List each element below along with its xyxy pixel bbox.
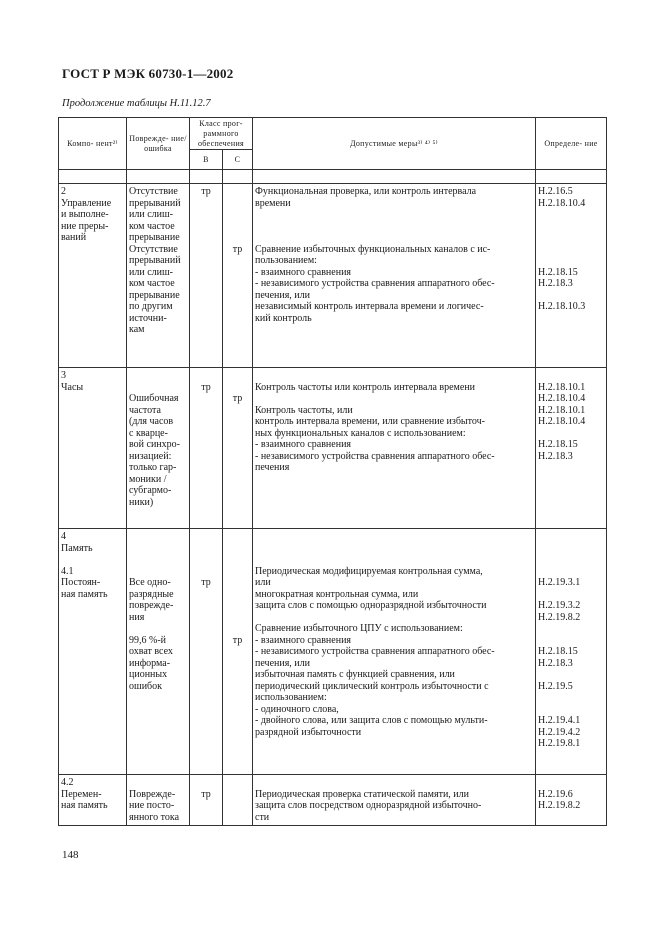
definition-line: H.2.18.10.1	[538, 381, 586, 393]
definition-line: H.2.19.8.2	[538, 611, 581, 623]
measures-line: пользованием:	[255, 255, 317, 266]
component-line: 3	[61, 370, 66, 381]
definition-line: H.2.18.3	[538, 657, 573, 669]
fault-line: ние посто-	[129, 800, 175, 811]
definition-line	[538, 370, 604, 382]
measures-table	[58, 117, 607, 826]
component-line: и выполне-	[61, 209, 109, 220]
measures-line: ных функциональных каналов с использованием:	[255, 427, 466, 439]
class-c-line	[225, 623, 250, 635]
measures-line: печения, или	[255, 289, 311, 301]
cell-class-c	[223, 184, 253, 368]
fault-line	[129, 777, 187, 789]
cell-class-b	[190, 775, 223, 826]
class-b-line	[192, 531, 220, 543]
component-line: 4.1	[61, 565, 74, 577]
component-line: Память	[61, 542, 93, 554]
cell-fault	[127, 368, 190, 529]
measures-line: многократная контрольная сумма, или	[255, 588, 419, 600]
cell-class-c	[223, 775, 253, 826]
measures-line: независимый контроль интервала времени и логичес-	[255, 301, 484, 312]
fault-line: или слиш-	[129, 209, 174, 220]
measures-line: - взаимного сравнения	[255, 266, 352, 278]
fault-line: разрядные	[129, 588, 174, 600]
fault-line: ния	[129, 611, 145, 623]
definition-line	[538, 704, 604, 716]
definition-line: H.2.18.10.1	[538, 404, 586, 416]
measures-line: защита слов посредством одноразрядной избыточно-	[255, 800, 482, 811]
definition-line	[538, 589, 604, 601]
definition-line: H.2.18.10.4	[538, 197, 586, 209]
measures-line: периодический циклический контроль избыточности с	[255, 680, 489, 692]
measures-line: контроль интервала времени, или сравнение избыточ-	[255, 416, 485, 427]
definition-line: H.2.19.4.1	[538, 715, 581, 726]
cell-component	[59, 529, 127, 775]
table-row	[59, 775, 607, 826]
fault-line: источни-	[129, 312, 167, 324]
definition-line	[538, 428, 604, 440]
class-c-line	[225, 209, 250, 221]
measures-line: - взаимного сравнения	[255, 634, 352, 646]
component-line: Управление	[61, 197, 112, 209]
cell-fault	[127, 775, 190, 826]
measures-line: - взаимного сравнения	[255, 439, 352, 450]
definition-line: H.2.19.5	[538, 680, 573, 692]
component-line: ная память	[61, 588, 108, 600]
definition-line	[538, 777, 604, 789]
definition-line: H.2.18.15	[538, 266, 578, 278]
class-c-line: тр	[232, 243, 243, 255]
measures-line	[255, 543, 533, 555]
component-line: Часы	[61, 381, 84, 393]
measures-line: Контроль частоты, или	[255, 404, 353, 416]
component-line: 4	[61, 531, 66, 542]
fault-line: моники /	[129, 473, 167, 485]
cell-measures	[253, 529, 536, 775]
definition-line: H.2.19.8.2	[538, 800, 581, 811]
class-b-line: тр	[201, 577, 211, 588]
cell-class-c	[223, 529, 253, 775]
header-fault: Поврежде- ние/ошибка	[127, 118, 190, 170]
class-b-line: тр	[201, 186, 211, 197]
fault-line: вой синхро-	[129, 439, 180, 450]
definition-line	[538, 531, 604, 543]
measures-line: печения	[255, 462, 290, 473]
class-c-line	[225, 543, 250, 555]
measures-line	[255, 370, 533, 382]
document-title: ГОСТ Р МЭК 60730-1—2002	[62, 66, 234, 81]
component-line: ние преры-	[61, 220, 109, 232]
class-c-line	[225, 566, 250, 578]
measures-line	[255, 554, 533, 566]
definition-line	[538, 669, 604, 681]
header-class-b: B	[190, 150, 223, 170]
cell-definition	[536, 529, 607, 775]
cell-class-c	[223, 368, 253, 529]
definition-line: H.2.18.10.3	[538, 301, 586, 312]
fault-line: Ошибочная	[129, 393, 179, 404]
fault-line: прерываний	[129, 197, 181, 209]
fault-line: поврежде-	[129, 600, 174, 611]
definition-line	[538, 566, 604, 578]
definition-line	[538, 255, 604, 267]
fault-line: ошибок	[129, 680, 162, 692]
component-line: ваний	[61, 232, 87, 243]
table-body	[59, 170, 607, 826]
measures-line: защита слов с помощью одноразрядной избыточности	[255, 600, 487, 611]
fault-line: кам	[129, 324, 145, 335]
fault-line: прерывание	[129, 232, 180, 243]
definition-line	[538, 221, 604, 233]
measures-line: времени	[255, 197, 291, 209]
measures-line: или	[255, 577, 271, 588]
class-b-line	[192, 543, 220, 555]
definition-line: H.2.18.10.4	[538, 393, 586, 404]
definition-line: H.2.18.3	[538, 450, 573, 462]
header-class-c: C	[223, 150, 253, 170]
class-c-line	[225, 612, 250, 624]
fault-line	[129, 623, 187, 635]
fault-line: или слиш-	[129, 266, 174, 278]
fault-line: прерывание	[129, 289, 180, 301]
header-definition: Определе- ние	[536, 118, 607, 170]
fault-line: частота	[129, 404, 161, 416]
definition-line: H.2.19.8.1	[538, 738, 581, 749]
fault-line: Отсутствие	[129, 243, 178, 255]
definition-line	[538, 623, 604, 635]
component-line: Постоян-	[61, 577, 101, 588]
header-component: Компо- нент²⁾	[59, 118, 127, 170]
class-c-line: тр	[232, 393, 243, 404]
measures-line: печения, или	[255, 657, 311, 669]
class-c-line	[225, 221, 250, 233]
definition-line: H.2.18.10.4	[538, 416, 586, 427]
class-b-line: тр	[201, 381, 211, 393]
measures-line	[255, 209, 533, 221]
definition-line	[538, 232, 604, 244]
measures-line: использованием:	[255, 692, 327, 703]
class-c-line	[225, 577, 250, 589]
fault-line: с кварце-	[129, 427, 168, 439]
definition-line: H.2.18.15	[538, 646, 578, 657]
definition-line: H.2.16.5	[538, 186, 573, 197]
class-c-line	[225, 198, 250, 210]
component-line: ная память	[61, 800, 108, 811]
measures-line: - одиночного слова,	[255, 703, 339, 715]
class-c-line	[225, 382, 250, 394]
fault-line: (для часов	[129, 416, 174, 427]
cell-component	[59, 184, 127, 368]
fault-line: ционных	[129, 669, 168, 680]
measures-line: сти	[255, 811, 270, 823]
definition-line: H.2.19.4.2	[538, 726, 581, 738]
definition-line: H.2.18.3	[538, 278, 573, 289]
cell-class-b	[190, 529, 223, 775]
measures-line: разрядной избыточности	[255, 726, 362, 738]
cell-class-b	[190, 184, 223, 368]
fault-line: низацией:	[129, 450, 172, 462]
definition-line: H.2.19.6	[538, 788, 573, 800]
fault-line: только гар-	[129, 462, 177, 473]
measures-line	[255, 777, 533, 789]
component-line: 2	[61, 186, 66, 197]
header-measures: Допустимые меры³⁾ ⁴⁾ ⁵⁾	[253, 118, 536, 170]
table-row	[59, 184, 607, 368]
spacer-row	[59, 170, 607, 184]
class-b-line: тр	[201, 788, 211, 800]
measures-line	[255, 612, 533, 624]
fault-line	[129, 382, 187, 394]
definition-line	[538, 244, 604, 256]
page-number: 148	[62, 849, 79, 861]
fault-line: Все одно-	[129, 577, 171, 588]
cell-class-b	[190, 368, 223, 529]
measures-line: Сравнение избыточных функциональных каналов с ис-	[255, 243, 491, 255]
class-c-line	[225, 554, 250, 566]
fault-line: субгармо-	[129, 485, 172, 496]
measures-line	[255, 221, 533, 233]
cell-fault	[127, 184, 190, 368]
measures-line: Сравнение избыточного ЦПУ с использованием:	[255, 623, 463, 634]
class-c-line	[225, 600, 250, 612]
class-c-line	[225, 232, 250, 244]
fault-line: ком частое	[129, 278, 175, 289]
fault-line: ком частое	[129, 220, 175, 232]
fault-line	[129, 554, 187, 566]
class-c-line	[225, 186, 250, 198]
measures-line: избыточная память с функцией сравнения, или	[255, 669, 455, 680]
fault-line	[129, 543, 187, 555]
fault-line	[129, 531, 187, 543]
component-line: 4.2	[61, 777, 74, 788]
definition-line	[538, 209, 604, 221]
fault-line: 99,6 %-й	[129, 634, 167, 646]
measures-line: кий контроль	[255, 312, 312, 324]
fault-line: Отсутствие	[129, 186, 178, 197]
fault-line	[129, 566, 187, 578]
measures-line	[255, 531, 533, 543]
measures-line: - независимого устройства сравнения аппаратного обес-	[255, 646, 495, 657]
fault-line: Поврежде-	[129, 788, 176, 800]
fault-line: ники)	[129, 496, 154, 508]
measures-line: - независимого устройства сравнения аппаратного обес-	[255, 278, 495, 289]
fault-line: охват всех	[129, 646, 173, 657]
measures-line: - независимого устройства сравнения аппаратного обес-	[255, 450, 495, 462]
component-line	[61, 554, 124, 566]
component-line: Перемен-	[61, 788, 102, 800]
class-c-line	[225, 777, 250, 789]
class-c-line	[225, 531, 250, 543]
cell-definition	[536, 184, 607, 368]
fault-line: янного тока	[129, 811, 180, 823]
cell-measures	[253, 368, 536, 529]
cell-fault	[127, 529, 190, 775]
measures-line	[255, 232, 533, 244]
measures-line: Периодическая модифицируемая контрольная сумма,	[255, 565, 483, 577]
measures-line: Периодическая проверка статической памяти, или	[255, 788, 469, 800]
definition-line	[538, 692, 604, 704]
table-row	[59, 529, 607, 775]
table-continuation-caption: Продолжение таблицы H.11.12.7	[62, 98, 211, 109]
fault-line: по другим	[129, 301, 173, 312]
class-b-line	[192, 777, 220, 789]
cell-component	[59, 368, 127, 529]
class-c-line: тр	[232, 634, 243, 646]
cell-component	[59, 775, 127, 826]
cell-definition	[536, 775, 607, 826]
class-c-line	[225, 370, 250, 382]
fault-line: прерываний	[129, 255, 181, 266]
cell-measures	[253, 775, 536, 826]
definition-line: H.2.19.3.1	[538, 577, 581, 588]
definition-line: H.2.19.3.2	[538, 600, 581, 611]
class-b-line	[192, 554, 220, 566]
cell-measures	[253, 184, 536, 368]
definition-line	[538, 554, 604, 566]
definition-line	[538, 543, 604, 555]
cell-definition	[536, 368, 607, 529]
header-software-class: Класс прог- раммного обеспечения	[190, 118, 253, 150]
class-c-line	[225, 589, 250, 601]
table-row	[59, 368, 607, 529]
definition-line	[538, 635, 604, 647]
measures-line: Контроль частоты или контроль интервала времени	[255, 381, 476, 393]
class-b-line	[192, 370, 220, 382]
definition-line	[538, 290, 604, 302]
definition-line: H.2.18.15	[538, 439, 578, 450]
measures-line: Функциональная проверка, или контроль интервала	[255, 186, 477, 197]
class-b-line	[192, 566, 220, 578]
measures-line	[255, 393, 533, 405]
fault-line: информа-	[129, 657, 171, 669]
measures-line: - двойного слова, или защита слов с помощью мульти-	[255, 715, 488, 726]
fault-line	[129, 370, 187, 382]
